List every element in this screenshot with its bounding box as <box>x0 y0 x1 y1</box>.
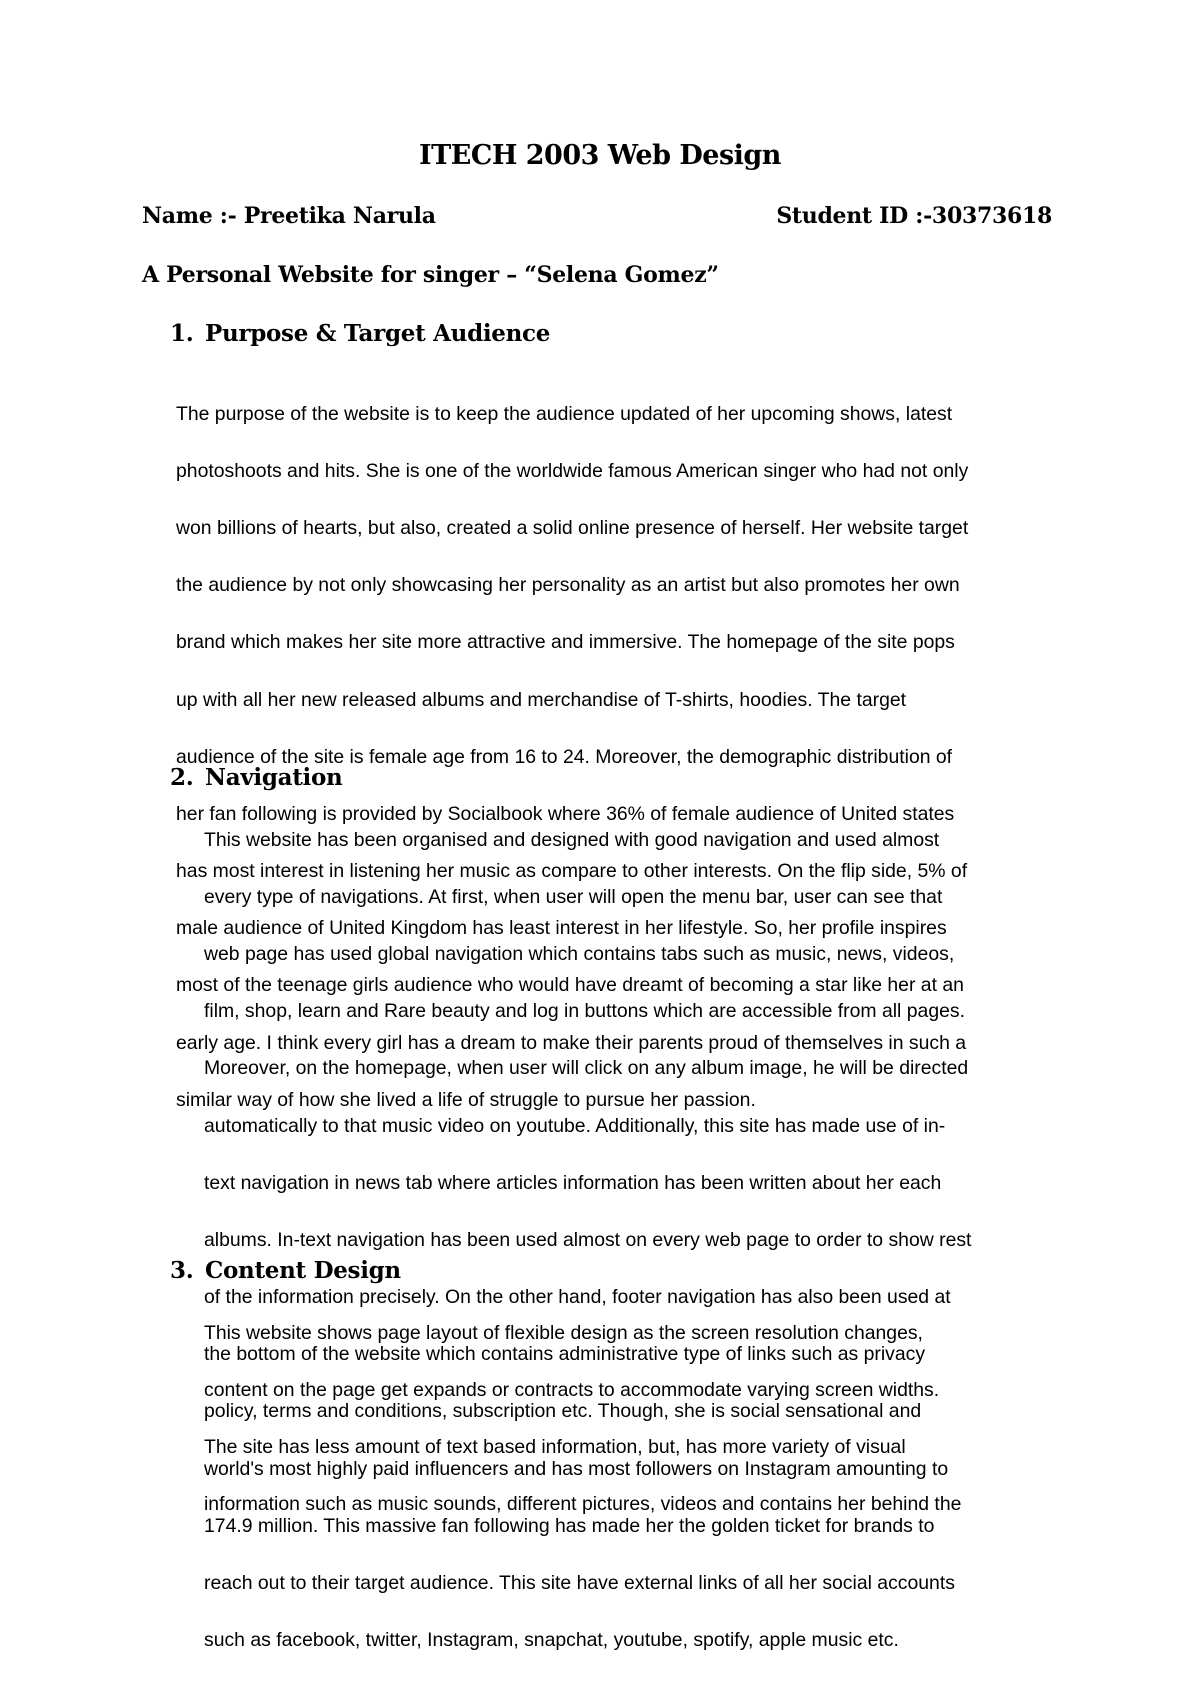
paragraph-line: the bottom of the website which contains administrative type of links such as privacy <box>204 1343 926 1366</box>
paragraph-line: information such as music sounds, different pictures, videos and contains her behind the <box>204 1493 962 1516</box>
section-body-content-design <box>204 1290 961 1547</box>
author-line <box>142 203 1052 237</box>
section-number: 2. <box>170 764 194 791</box>
section-body-navigation <box>204 797 971 1683</box>
student-name: Name :- Preetika Narula <box>142 203 436 229</box>
paragraph-line: This website shows page layout of flexible design as the screen resolution changes, <box>204 1321 923 1344</box>
section-heading-content-design <box>170 1257 401 1284</box>
paragraph-line: of the information precisely. On the other hand, footer navigation has also been used at <box>204 1286 951 1309</box>
paragraph-line: content on the page get expands or contracts to accommodate varying screen widths. <box>204 1378 940 1401</box>
paragraph-line: albums. In-text navigation has been used almost on every web page to order to show rest <box>204 1228 972 1251</box>
paragraph-line: reach out to their target audience. This site have external links of all her social accounts <box>204 1572 955 1595</box>
paragraph-line: up with all her new released albums and merchandise of T-shirts, hoodies. The target <box>176 688 907 711</box>
paragraph-line: policy, terms and conditions, subscription etc. Though, she is social sensational and <box>204 1400 922 1423</box>
paragraph-line: early age. I think every girl has a dream to make their parents proud of themselves in such a <box>176 1031 967 1054</box>
paragraph-line: her fan following is provided by Socialbook where 36% of female audience of United states <box>176 802 955 825</box>
paragraph-line: Moreover, on the homepage, when user will click on any album image, he will be directed <box>204 1057 969 1080</box>
paragraph-line: similar way of how she lived a life of struggle to pursue her passion. <box>176 1088 756 1111</box>
paragraph-line: most of the teenage girls audience who would have dreamt of becoming a star like her at an <box>176 974 964 997</box>
section-title: Purpose & Target Audience <box>205 320 551 347</box>
section-number: 1. <box>170 320 194 347</box>
section-title: Navigation <box>205 764 343 791</box>
paragraph-line: automatically to that music video on youtube. Additionally, this site has made use of in- <box>204 1114 946 1137</box>
section-title: Content Design <box>205 1257 401 1284</box>
document-title: ITECH 2003 Web Design <box>419 140 781 171</box>
section-heading-navigation <box>170 764 342 791</box>
paragraph-line: photoshoots and hits. She is one of the worldwide famous American singer who had not only <box>176 459 969 482</box>
student-id: Student ID :-30373618 <box>776 203 1052 229</box>
section-number: 3. <box>170 1257 194 1284</box>
section-heading-purpose <box>170 320 550 347</box>
paragraph-line: The site has less amount of text based information, but, has more variety of visual <box>204 1435 906 1458</box>
paragraph-line: won billions of hearts, but also, created a solid online presence of herself. Her website target <box>176 516 969 539</box>
paragraph-line: male audience of United Kingdom has least interest in her lifestyle. So, her profile inspires <box>176 917 947 940</box>
paragraph-line: text navigation in news tab where articles information has been written about her each <box>204 1171 942 1194</box>
paragraph-line: has most interest in listening her music as compare to other interests. On the flip side, 5% of <box>176 860 968 883</box>
paragraph-line: the audience by not only showcasing her personality as an artist but also promotes her own <box>176 574 960 597</box>
paragraph-line: audience of the site is female age from 16 to 24. Moreover, the demographic distribution of <box>176 745 953 768</box>
paragraph-line: 174.9 million. This massive fan following has made her the golden ticket for brands to <box>204 1514 935 1537</box>
paragraph-line: every type of navigations. At first, when user will open the menu bar, user can see that <box>204 885 943 908</box>
paragraph-line: This website has been organised and designed with good navigation and used almost <box>204 828 940 851</box>
paragraph-line: such as facebook, twitter, Instagram, snapchat, youtube, spotify, apple music etc. <box>204 1629 899 1652</box>
paragraph-line: brand which makes her site more attractive and immersive. The homepage of the site pops <box>176 631 955 654</box>
paragraph-line: The purpose of the website is to keep the audience updated of her upcoming shows, latest <box>176 402 953 425</box>
paragraph-line: film, shop, learn and Rare beauty and log in buttons which are accessible from all pages. <box>204 1000 965 1023</box>
paragraph-line: web page has used global navigation which contains tabs such as music, news, videos, <box>204 942 955 965</box>
document-subtitle: A Personal Website for singer – “Selena Gomez” <box>142 262 719 288</box>
paragraph-line: world's most highly paid influencers and has most followers on Instagram amounting to <box>204 1457 949 1480</box>
